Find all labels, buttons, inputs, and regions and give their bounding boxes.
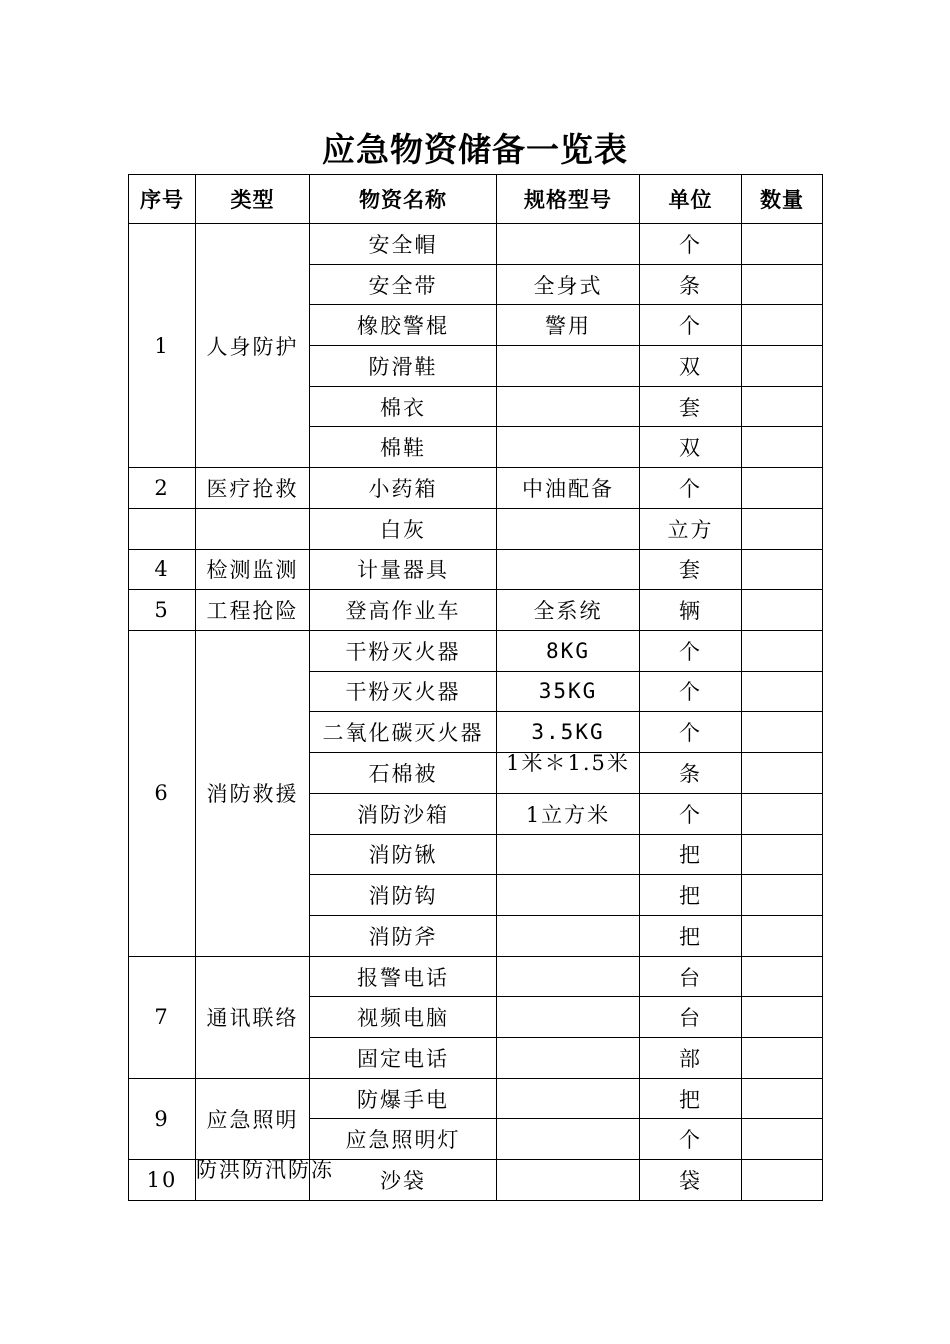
header-type: 类型: [196, 175, 310, 224]
item-qty-cell[interactable]: [742, 630, 823, 671]
group-number-cell: 10: [129, 1160, 196, 1201]
item-qty-cell[interactable]: [742, 997, 823, 1038]
group-number-cell: 7: [129, 956, 196, 1078]
item-name-cell: 防爆手电: [310, 1078, 497, 1119]
item-name-cell: 白灰: [310, 508, 497, 549]
table-row: [129, 468, 823, 509]
item-unit-cell: 套: [640, 549, 742, 590]
item-spec-cell: [497, 549, 640, 590]
group-type-cell: 工程抢险: [196, 590, 310, 631]
item-name-cell: 固定电话: [310, 1038, 497, 1079]
item-spec-cell: [497, 1038, 640, 1079]
item-qty-cell[interactable]: [742, 386, 823, 427]
header-name: 物资名称: [310, 175, 497, 224]
item-qty-cell[interactable]: [742, 549, 823, 590]
group-number-cell: 6: [129, 630, 196, 956]
item-unit-cell: 把: [640, 916, 742, 957]
header-no: 序号: [129, 175, 196, 224]
item-unit-cell: 个: [640, 712, 742, 753]
item-name-cell: 沙袋: [310, 1160, 497, 1201]
item-unit-cell: 把: [640, 875, 742, 916]
item-qty-cell[interactable]: [742, 916, 823, 957]
group-type-label: 防洪防汛防冻: [196, 1158, 334, 1183]
item-name-cell: 干粉灭火器: [310, 671, 497, 712]
group-type-cell: [196, 508, 310, 549]
item-unit-cell: 个: [640, 224, 742, 265]
item-name-cell: 消防斧: [310, 916, 497, 957]
item-qty-cell[interactable]: [742, 671, 823, 712]
group-type-cell: 医疗抢救: [196, 468, 310, 509]
item-qty-cell[interactable]: [742, 752, 823, 793]
item-name-cell: 防滑鞋: [310, 346, 497, 387]
table-row: [129, 956, 823, 997]
item-unit-cell: 个: [640, 305, 742, 346]
item-qty-cell[interactable]: [742, 224, 823, 265]
item-spec-cell: 1立方米: [497, 793, 640, 834]
item-qty-cell[interactable]: [742, 1119, 823, 1160]
item-name-cell: 棉鞋: [310, 427, 497, 468]
item-spec-cell: [497, 427, 640, 468]
item-qty-cell[interactable]: [742, 712, 823, 753]
table-row: [129, 630, 823, 671]
item-name-cell: 石棉被: [310, 752, 497, 793]
item-spec-cell: [497, 1119, 640, 1160]
item-name-cell: 橡胶警棍: [310, 305, 497, 346]
group-type-cell: 通讯联络: [196, 956, 310, 1078]
item-unit-cell: 条: [640, 752, 742, 793]
table-row: [129, 224, 823, 265]
item-unit-cell: 套: [640, 386, 742, 427]
group-type-cell: 应急照明: [196, 1078, 310, 1159]
table-row: [129, 508, 823, 549]
group-type-cell: 人身防护: [196, 224, 310, 468]
item-spec-cell: [497, 386, 640, 427]
item-spec-cell: 35KG: [497, 671, 640, 712]
item-unit-cell: 辆: [640, 590, 742, 631]
group-number-cell: 1: [129, 224, 196, 468]
item-spec-cell: [497, 834, 640, 875]
group-number-cell: 9: [129, 1078, 196, 1159]
item-spec-cell: [497, 875, 640, 916]
item-name-cell: 应急照明灯: [310, 1119, 497, 1160]
item-name-cell: 干粉灭火器: [310, 630, 497, 671]
item-spec-cell: [497, 956, 640, 997]
item-qty-cell[interactable]: [742, 1160, 823, 1201]
header-qty: 数量: [742, 175, 823, 224]
item-name-cell: 安全带: [310, 264, 497, 305]
table-body: [129, 224, 823, 1201]
item-qty-cell[interactable]: [742, 1078, 823, 1119]
materials-table: [128, 174, 823, 1201]
item-unit-cell: 台: [640, 997, 742, 1038]
group-type-cell: 消防救援: [196, 630, 310, 956]
item-unit-cell: 个: [640, 671, 742, 712]
item-name-cell: 登高作业车: [310, 590, 497, 631]
item-spec-cell: 3.5KG: [497, 712, 640, 753]
item-name-cell: 视频电脑: [310, 997, 497, 1038]
item-spec-label: 1米＊1.5米: [506, 750, 630, 775]
item-unit-cell: 台: [640, 956, 742, 997]
item-unit-cell: 个: [640, 1119, 742, 1160]
item-name-cell: 二氧化碳灭火器: [310, 712, 497, 753]
item-spec-cell: [497, 916, 640, 957]
item-spec-cell: 中油配备: [497, 468, 640, 509]
item-qty-cell[interactable]: [742, 590, 823, 631]
table-row: [129, 1078, 823, 1119]
item-unit-cell: 个: [640, 793, 742, 834]
item-name-cell: 消防锹: [310, 834, 497, 875]
group-number-cell: 4: [129, 549, 196, 590]
header-spec: 规格型号: [497, 175, 640, 224]
group-number-cell: 5: [129, 590, 196, 631]
item-spec-cell: [497, 997, 640, 1038]
item-unit-cell: 双: [640, 427, 742, 468]
item-unit-cell: 把: [640, 834, 742, 875]
page-title: 应急物资储备一览表: [322, 130, 628, 169]
item-spec-cell: [497, 224, 640, 265]
item-unit-cell: 个: [640, 630, 742, 671]
item-spec-cell: [497, 1078, 640, 1119]
item-spec-cell: [497, 752, 640, 793]
item-qty-cell[interactable]: [742, 427, 823, 468]
item-unit-cell: 把: [640, 1078, 742, 1119]
header-row: [129, 175, 823, 224]
header-unit: 单位: [640, 175, 742, 224]
table-row: [129, 590, 823, 631]
item-spec-cell: 8KG: [497, 630, 640, 671]
group-number-cell: [129, 508, 196, 549]
item-name-cell: 棉衣: [310, 386, 497, 427]
item-unit-cell: 条: [640, 264, 742, 305]
item-spec-cell: [497, 346, 640, 387]
item-spec-cell: [497, 508, 640, 549]
item-name-cell: 消防沙箱: [310, 793, 497, 834]
group-type-cell: 检测监测: [196, 549, 310, 590]
item-spec-cell: [497, 1160, 640, 1201]
item-name-cell: 安全帽: [310, 224, 497, 265]
item-unit-cell: 部: [640, 1038, 742, 1079]
item-unit-cell: 双: [640, 346, 742, 387]
item-spec-cell: 全身式: [497, 264, 640, 305]
table-row: [129, 549, 823, 590]
item-qty-cell[interactable]: [742, 264, 823, 305]
item-spec-cell: 警用: [497, 305, 640, 346]
item-qty-cell[interactable]: [742, 346, 823, 387]
item-qty-cell[interactable]: [742, 468, 823, 509]
item-qty-cell[interactable]: [742, 834, 823, 875]
item-qty-cell[interactable]: [742, 875, 823, 916]
item-qty-cell[interactable]: [742, 508, 823, 549]
table-row: [129, 1160, 823, 1201]
item-qty-cell[interactable]: [742, 1038, 823, 1079]
item-spec-cell: 全系统: [497, 590, 640, 631]
group-number-cell: 2: [129, 468, 196, 509]
item-name-cell: 消防钩: [310, 875, 497, 916]
item-name-cell: 计量器具: [310, 549, 497, 590]
item-name-cell: 小药箱: [310, 468, 497, 509]
item-qty-cell[interactable]: [742, 956, 823, 997]
item-unit-cell: 立方: [640, 508, 742, 549]
item-unit-cell: 个: [640, 468, 742, 509]
item-unit-cell: 袋: [640, 1160, 742, 1201]
item-qty-cell[interactable]: [742, 793, 823, 834]
group-type-cell: [196, 1158, 334, 1201]
item-name-cell: 报警电话: [310, 956, 497, 997]
item-qty-cell[interactable]: [742, 305, 823, 346]
